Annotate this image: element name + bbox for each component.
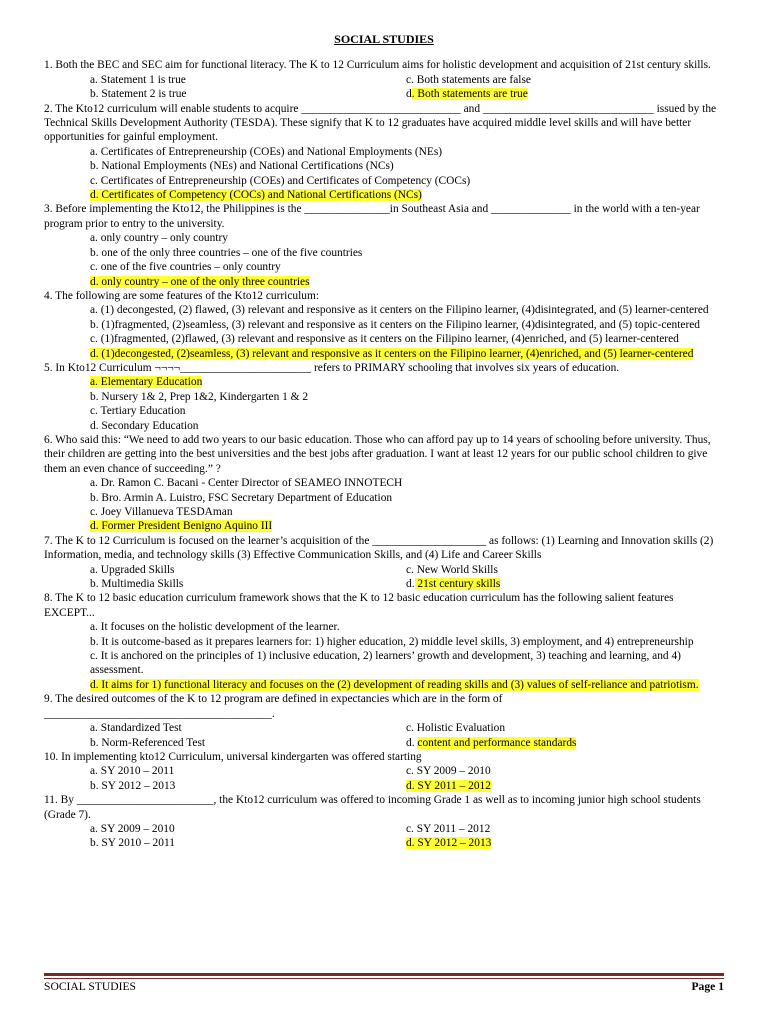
option-5b: b. Nursery 1& 2, Prep 1&2, Kindergarten 1 & 2	[90, 390, 309, 403]
question-11: 11. By ________________________, the Kto12 curriculum was offered to incoming Grade 1 as well as to incoming junior high school students (Grade 7).	[44, 794, 701, 821]
option-4c: c. (1)fragmented, (2)flawed, (3) relevant and responsive as it centers on the Filipino learner, (4)enriched, and (5) learner-centered	[90, 333, 679, 346]
option-7d-prefix: d.	[406, 578, 415, 591]
page-footer	[44, 980, 724, 993]
option-9c: c. Holistic Evaluation	[406, 722, 506, 735]
option-6c: c. Joey Villanueva TESDAman	[90, 506, 233, 518]
option-1d	[406, 87, 724, 101]
question-11-options-row-1	[44, 822, 724, 836]
option-6a: a. Dr. Ramon C. Bacani - Center Director of SEAMEO INNOTECH	[90, 477, 403, 490]
option-4d	[44, 347, 724, 361]
question-9: 9. The desired outcomes of the K to 12 program are defined in expectancies which are in the form of ________________________________________.	[44, 693, 503, 720]
question-9-options-row-1	[44, 721, 724, 735]
question-10-options-row-1	[44, 764, 724, 778]
highlighted-answer-2: d. Certificates of Competency (COCs) and National Certifications (NCs)	[90, 189, 422, 202]
option-5c: c. Tertiary Education	[90, 405, 186, 418]
option-10d	[406, 779, 724, 793]
option-7c: c. New World Skills	[406, 563, 498, 576]
question-10-options-row-2	[44, 779, 724, 793]
question-4: 4. The following are some features of the Kto12 curriculum:	[44, 289, 319, 302]
question-3: 3. Before implementing the Kto12, the Philippines is the _______________in Southeast Asia and ______________ in the world with a ten-year program prior to entry to the university.	[44, 203, 700, 230]
option-3d	[44, 275, 724, 289]
footer-title: SOCIAL STUDIES	[44, 980, 137, 993]
highlighted-answer-3: d. only country – one of the only three countries	[90, 275, 310, 288]
page-title: SOCIAL STUDIES	[334, 32, 434, 46]
option-11d	[406, 836, 724, 850]
question-10: 10. In implementing kto12 Curriculum, universal kindergarten was offered starting	[44, 750, 422, 763]
question-7: 7. The K to 12 Curriculum is focused on the learner’s acquisition of the ____________________ as follows: (1) Learning and Innovation skills (2) Information, media, and technology skills (3) Effective Communication Skills, and (4) Life and Career Skills	[44, 534, 714, 562]
option-2b: b. National Employments (NEs) and National Certifications (NCs)	[90, 160, 394, 173]
question-8: 8. The K to 12 basic education curriculum framework shows that the K to 12 basic education curriculum has the following salient features EXCEPT...	[44, 592, 674, 619]
option-8d	[44, 678, 724, 692]
option-2c: c. Certificates of Entrepreneurship (COEs) and Certificates of Competency (COCs)	[90, 174, 471, 187]
option-2a: a. Certificates of Entrepreneurship (COEs) and National Employments (NEs)	[90, 145, 443, 158]
page-number: Page 1	[691, 980, 724, 993]
question-11-options-row-2	[44, 836, 724, 850]
option-4b: b. (1)fragmented, (2)seamless, (3) relevant and responsive as it centers on the Filipino learner, (4)disintegrated, and (5) topic-centered	[90, 318, 700, 331]
option-3b: b. one of the only three countries – one of the five countries	[90, 246, 363, 259]
question-5: 5. In Kto12 Curriculum ¬¬¬¬_______________________ refers to PRIMARY schooling that involves six years of education.	[44, 361, 620, 374]
option-7d	[406, 577, 724, 591]
option-8b: b. It is outcome-based as it prepares learners for: 1) higher education, 2) middle level skills, 3) employment, and 4) entrepreneurship	[90, 635, 694, 648]
option-3c: c. one of the five countries – only country	[90, 261, 281, 274]
option-5a	[44, 375, 724, 389]
question-7-options-row-1	[44, 563, 724, 577]
question-7-options-row-2	[44, 577, 724, 591]
highlighted-answer-10: d. SY 2011 – 2012	[406, 779, 491, 792]
question-1-options-row-1	[44, 73, 724, 87]
question-1: 1. Both the BEC and SEC aim for functional literacy. The K to 12 Curriculum aims for holistic development and acquisition of 21st century skills.	[44, 59, 711, 72]
question-1-options-row-2	[44, 87, 724, 101]
footer-rule-thin	[44, 978, 724, 979]
option-7b: b. Multimedia Skills	[90, 578, 184, 591]
option-1d-prefix: d	[406, 88, 412, 101]
option-10a: a. SY 2010 – 2011	[90, 765, 175, 778]
option-5d: d. Secondary Education	[90, 419, 199, 432]
option-9a: a. Standardized Test	[90, 722, 182, 735]
option-11b: b. SY 2010 – 2011	[90, 837, 175, 850]
option-9d	[406, 736, 724, 750]
option-8c: c. It is anchored on the principles of 1) inclusive education, 2) learners’ growth and development, 3) teaching and learning, and 4) assessment.	[90, 650, 681, 677]
option-1b: b. Statement 2 is true	[90, 88, 187, 101]
option-1c: c. Both statements are false	[406, 73, 531, 86]
option-10b: b. SY 2012 – 2013	[90, 779, 176, 792]
highlighted-answer-7: 21st century skills	[414, 578, 501, 591]
option-8a: a. It focuses on the holistic development of the learner.	[90, 621, 340, 634]
option-10c: c. SY 2009 – 2010	[406, 765, 491, 778]
highlighted-answer-1: . Both statements are true	[411, 88, 528, 101]
option-11c: c. SY 2011 – 2012	[406, 822, 491, 835]
option-4a: a. (1) decongested, (2) flawed, (3) relevant and responsive as it centers on the Filipino learner, (4)disintegrated, and (5) learner-centered	[90, 304, 709, 317]
option-6b: b. Bro. Armin A. Luistro, FSC Secretary Department of Education	[90, 491, 393, 504]
option-6d	[44, 519, 724, 533]
footer-rule-thick	[44, 973, 724, 976]
highlighted-answer-5: a. Elementary Education	[90, 376, 203, 389]
question-2: 2. The Kto12 curriculum will enable students to acquire ____________________________ and ______________________________ issued by the Technical Skills Development Authority (TESDA). These signify that K to 12 graduates have acquired middle level skills and will have better opportunities for gainful employment.	[44, 102, 717, 144]
option-9b: b. Norm-Referenced Test	[90, 736, 206, 749]
option-2d	[44, 188, 724, 202]
question-9-options-row-2	[44, 736, 724, 750]
highlighted-answer-11: d. SY 2012 – 2013	[406, 837, 492, 850]
highlighted-answer-8: d. It aims for 1) functional literacy and focuses on the (2) development of reading skills and (3) values of self-reliance and patriotism.	[90, 678, 699, 691]
question-6: 6. Who said this: “We need to add two years to our basic education. Those who can afford pay up to 14 years of schooling before university. Thus, their children are getting into the best universities and the best jobs after graduation. I want at least 12 years for our public school children to give them an even chance of succeeding.” ?	[44, 433, 711, 475]
option-9d-prefix: d.	[406, 736, 418, 749]
highlighted-answer-6: d. Former President Benigno Aquino III	[90, 520, 273, 533]
option-11a: a. SY 2009 – 2010	[90, 822, 175, 835]
document-page	[44, 32, 724, 851]
option-1a: a. Statement 1 is true	[90, 73, 186, 86]
highlighted-answer-9: content and performance standards	[417, 736, 577, 749]
highlighted-answer-4: d. (1)decongested, (2)seamless, (3) relevant and responsive as it centers on the Filipino learner, (4)enriched, and (5) learner-centered	[90, 347, 694, 360]
option-3a: a. only country – only country	[90, 232, 228, 245]
option-7a: a. Upgraded Skills	[90, 563, 175, 576]
